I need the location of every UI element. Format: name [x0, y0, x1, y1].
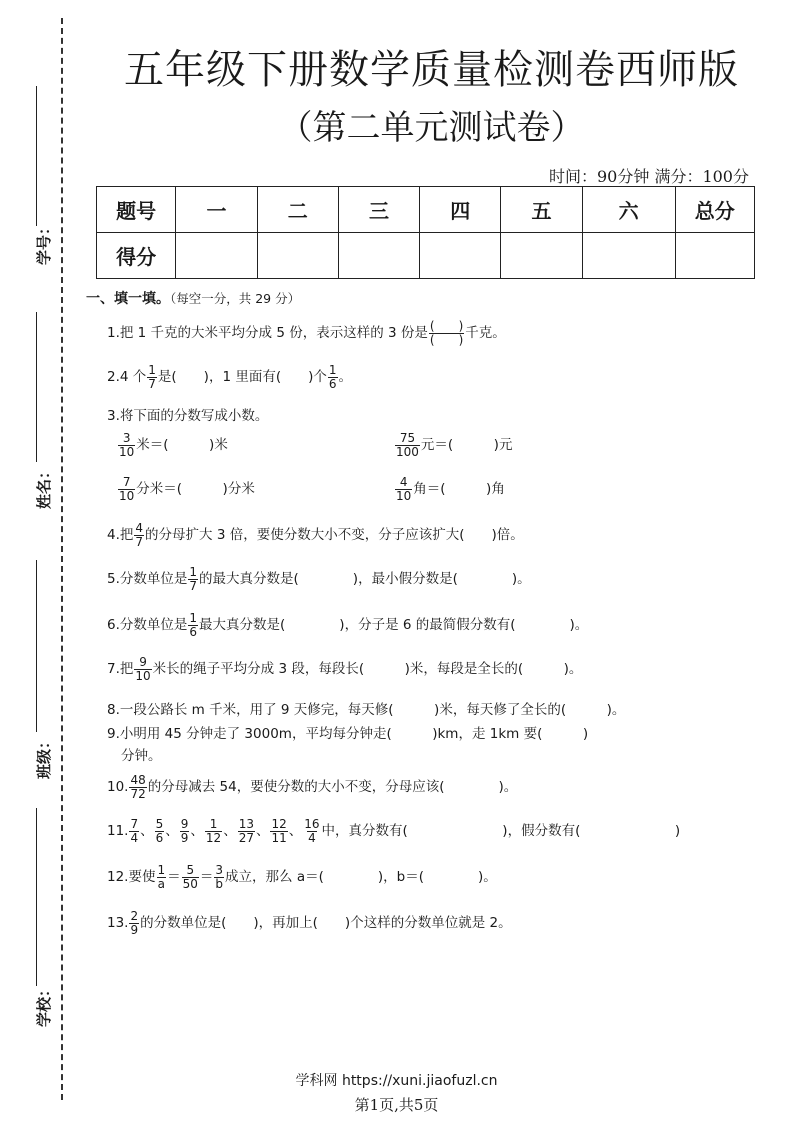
q11-numerator: 9 — [180, 817, 189, 831]
q11-denominator: 27 — [238, 830, 254, 845]
question-10 — [107, 774, 517, 800]
q2-text: 2.4 个 — [107, 369, 147, 386]
question-3d — [394, 476, 505, 502]
q11-denominator: 6 — [155, 830, 164, 845]
class-label: 班级： — [35, 733, 54, 780]
q6-text: 6.分数单位是 — [107, 617, 188, 634]
q11-fraction — [303, 818, 320, 844]
score-input-cell[interactable] — [338, 233, 419, 279]
q2-text-end: 。 — [338, 369, 352, 386]
q1-text-end: 千克。 — [465, 325, 506, 342]
q7-numerator: 9 — [139, 655, 147, 669]
q11-denominator: 4 — [130, 830, 139, 845]
q13-denominator: 9 — [130, 922, 139, 937]
student-no-line — [36, 86, 37, 226]
q3a-numerator: 3 — [122, 431, 131, 445]
question-9: 9.小明用 45 分钟走了 3000m，平均每分钟走( )km，走 1km 要( ) — [107, 726, 589, 742]
q4-text-end: 的分母扩大 3 倍，要使分数大小不变，分子应该扩大( )倍。 — [145, 527, 524, 544]
q11-numerator: 16 — [304, 817, 320, 831]
q11-text-end: 中，真分数有( )，假分数有( ) — [321, 823, 681, 840]
source-watermark: 学科网 https://xuni.jiaofuzl.cn — [295, 1073, 498, 1089]
q12-f2-numerator: 5 — [186, 863, 195, 877]
question-9-cont: 分钟。 — [121, 748, 162, 764]
q13-numerator: 2 — [130, 909, 139, 923]
score-header-cell: 四 — [420, 187, 501, 233]
q13-fraction — [129, 910, 139, 936]
score-header-cell: 五 — [501, 187, 582, 233]
score-header-cell: 六 — [582, 187, 675, 233]
q3b-text: 元＝( )元 — [420, 437, 513, 454]
score-table — [96, 186, 755, 279]
q3d-text: 角＝( )角 — [413, 481, 505, 498]
q12-text: 12.要使 — [107, 869, 156, 886]
school-label: 学校： — [35, 981, 54, 1028]
q2-fraction-2 — [328, 364, 338, 390]
page-number: 第1页,共5页 — [354, 1096, 439, 1114]
score-header-cell: 二 — [257, 187, 338, 233]
q3b-fraction — [395, 432, 420, 458]
q5-denominator: 7 — [189, 578, 198, 593]
q12-f1-denominator: a — [157, 876, 165, 891]
name-label: 姓名： — [35, 463, 54, 510]
q5-text: 5.分数单位是 — [107, 571, 188, 588]
q7-fraction — [134, 656, 151, 682]
q2-f1-numerator: 1 — [148, 363, 156, 377]
time-score-info: 时间：90分钟 满分：100分 — [549, 167, 749, 186]
score-input-cell[interactable] — [582, 233, 675, 279]
section-note: （每空一分，共 29 分） — [170, 291, 301, 306]
q11-fraction — [238, 818, 255, 844]
score-input-cell[interactable] — [675, 233, 754, 279]
q3b-numerator: 75 — [399, 431, 416, 445]
q12-fraction-3 — [214, 864, 224, 890]
score-table-header-row — [97, 187, 755, 233]
q13-text-end: 的分数单位是( )，再加上( )个这样的分数单位就是 2。 — [140, 915, 512, 932]
question-3c — [117, 476, 255, 502]
question-13 — [107, 910, 512, 936]
q11-text: 11. — [107, 823, 129, 840]
q10-fraction — [129, 774, 146, 800]
score-header-cell: 总分 — [675, 187, 754, 233]
question-8: 8.一段公路长 m 千米，用了 9 天修完，每天修( )米，每天修了全长的( )。 — [107, 702, 626, 718]
score-header-cell: 一 — [176, 187, 257, 233]
q3d-numerator: 4 — [399, 475, 408, 489]
q4-text: 4.把 — [107, 527, 134, 544]
q3a-denominator: 10 — [119, 444, 135, 459]
q3c-numerator: 7 — [122, 475, 131, 489]
q12-text-end: 成立，那么 a＝( )，b＝( )。 — [225, 869, 497, 886]
score-table-score-row — [97, 233, 755, 279]
q3c-denominator: 10 — [119, 488, 135, 503]
question-1 — [107, 320, 506, 346]
q2-fraction-1 — [147, 364, 157, 390]
q11-numerator: 13 — [238, 817, 254, 831]
q12-f2-denominator: 50 — [182, 876, 198, 891]
q7-text-end: 米长的绳子平均分成 3 段，每段长( )米，每段是全长的( )。 — [152, 661, 583, 678]
q4-fraction — [134, 522, 144, 548]
class-line — [36, 560, 37, 732]
q6-denominator: 6 — [189, 624, 198, 639]
q3a-text: 米＝( )米 — [136, 437, 228, 454]
q11-denominator: 12 — [205, 830, 222, 845]
q2-f2-numerator: 1 — [328, 363, 337, 377]
q10-numerator: 48 — [130, 773, 146, 787]
page-subtitle: （第二单元测试卷） — [278, 108, 585, 148]
q4-numerator: 4 — [135, 521, 144, 535]
q11-fraction — [129, 818, 139, 844]
q5-text-end: 的最大真分数是( )，最小假分数是( )。 — [199, 571, 531, 588]
q7-text: 7.把 — [107, 661, 134, 678]
q11-numerator: 12 — [271, 817, 287, 831]
q1-denominator[interactable]: ( ) — [429, 332, 464, 347]
q4-denominator: 7 — [135, 534, 144, 549]
q11-numerator: 5 — [155, 817, 164, 831]
q11-denominator: 4 — [308, 830, 316, 845]
q12-fraction-1 — [156, 864, 166, 890]
q1-numerator[interactable]: ( ) — [429, 319, 464, 333]
q5-numerator: 1 — [189, 565, 198, 579]
q3c-fraction — [118, 476, 135, 502]
q1-text: 1.把 1 千克的大米平均分成 5 份，表示这样的 3 份是 — [107, 325, 428, 342]
question-12: 12.要使 $\frac{1}{a}$ ＝ $\frac{5}{50}$ ＝ $\frac{3}{b}$ 成立，那么 a＝( )，b＝( )。 — [107, 863, 497, 891]
q2-text-mid: 是( )，1 里面有( )个 — [157, 369, 327, 386]
score-input-cell[interactable] — [420, 233, 501, 279]
score-header-cell: 三 — [338, 187, 419, 233]
binding-dashed-line — [61, 18, 63, 1100]
q11-fraction — [270, 818, 287, 844]
section-title: 一、填一填。 — [86, 291, 170, 307]
section-heading — [86, 288, 300, 308]
score-row-label: 得分 — [97, 233, 176, 279]
q12-fraction-2 — [182, 864, 199, 890]
q6-numerator: 1 — [189, 611, 198, 625]
q10-denominator: 72 — [130, 786, 146, 801]
q11-fraction — [155, 818, 165, 844]
question-11: 11. $\frac{7}{4}$ 、 $\frac{5}{6}$ 、 $\frac{9}{9}$ 、 $\frac{1}{12}$ 、 $\frac{13}{27}$ 、 $\frac{12}{11}$ 、 $\frac{16}{4}$ 中，真分数有( )，假分数有( ) — [107, 817, 681, 845]
q10-text: 10. — [107, 779, 129, 796]
question-3: 3.将下面的分数写成小数。 — [107, 408, 269, 424]
q13-text: 13. — [107, 915, 129, 932]
page-title: 五年级下册数学质量检测卷西师版 — [124, 47, 739, 93]
q6-fraction — [188, 612, 198, 638]
q11-numerator: 7 — [130, 817, 139, 831]
q3c-text: 分米＝( )分米 — [136, 481, 255, 498]
q1-fraction — [429, 320, 464, 346]
score-input-cell[interactable] — [176, 233, 257, 279]
q10-text-end: 的分母减去 54，要使分数的大小不变，分母应该( )。 — [147, 779, 518, 796]
q3a-fraction — [118, 432, 135, 458]
q11-denominator: 11 — [271, 830, 287, 845]
q12-f3-numerator: 3 — [215, 863, 224, 877]
q12-f3-denominator: b — [215, 876, 224, 891]
question-4 — [107, 522, 524, 548]
q11-fraction — [205, 818, 222, 844]
q11-fraction — [180, 818, 190, 844]
score-input-cell[interactable] — [257, 233, 338, 279]
school-line — [36, 808, 37, 986]
question-2 — [107, 364, 352, 390]
q3d-denominator: 10 — [396, 488, 412, 503]
q11-numerator: 1 — [209, 817, 218, 831]
q12-f1-numerator: 1 — [157, 863, 166, 877]
question-3b — [394, 432, 512, 458]
question-6 — [107, 612, 588, 638]
question-7 — [107, 656, 582, 682]
score-header-cell: 题号 — [97, 187, 176, 233]
q2-f1-denominator: 7 — [148, 376, 156, 391]
question-3a — [117, 432, 228, 458]
question-5 — [107, 566, 531, 592]
q3d-fraction — [395, 476, 412, 502]
q5-fraction — [188, 566, 198, 592]
q2-f2-denominator: 6 — [328, 376, 337, 391]
q6-text-end: 最大真分数是( )，分子是 6 的最简假分数有( )。 — [199, 617, 589, 634]
student-no-label: 学号： — [35, 219, 54, 266]
name-line — [36, 312, 37, 462]
q11-denominator: 9 — [180, 830, 189, 845]
q7-denominator: 10 — [135, 668, 151, 683]
score-input-cell[interactable] — [501, 233, 582, 279]
q3b-denominator: 100 — [396, 444, 419, 459]
